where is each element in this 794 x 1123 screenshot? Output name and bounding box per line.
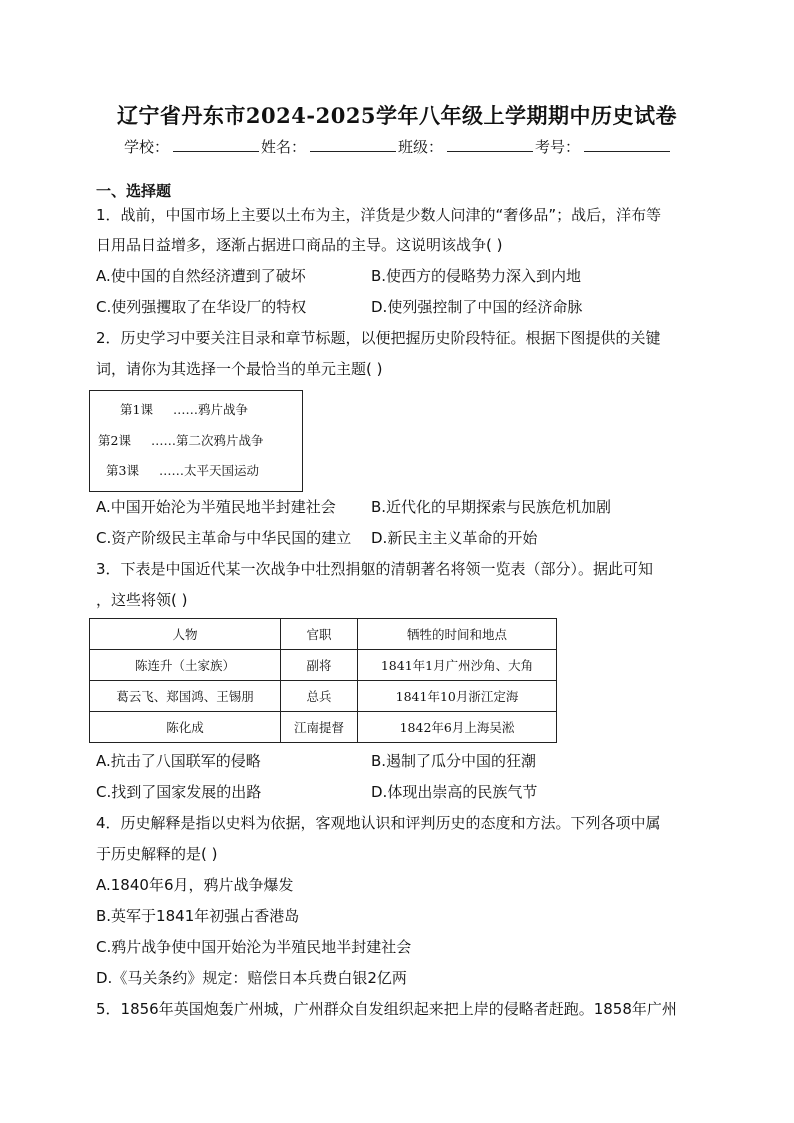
- q2-stem-line1: 2．历史学习中要关注目录和章节标题，以便把握历史阶段特征。根据下图提供的关键: [96, 329, 661, 347]
- generals-table: [89, 618, 557, 743]
- q4-stem-line1: 4．历史解释是指以史料为依据，客观地认识和评判历史的态度和方法。下列各项中属: [96, 814, 661, 832]
- q3-stem-line1: 3．下表是中国近代某一次战争中壮烈捐躯的清朝著名将领一览表（部分）。据此可知: [96, 560, 654, 578]
- lesson-list-box: [89, 390, 303, 492]
- q4-option-b: B.英军于1841年初强占香港岛: [96, 907, 300, 925]
- q2-option-c: C.资产阶级民主革命与中华民国的建立: [96, 529, 352, 547]
- table-cell: 1841年10月浙江定海: [358, 681, 557, 712]
- class-label: 班级：: [398, 138, 444, 156]
- q3-stem-line2: ，这些将领( ): [96, 591, 188, 609]
- table-header: 人物: [90, 619, 281, 650]
- table-row: [90, 681, 557, 712]
- exam-no-label: 考号：: [535, 138, 581, 156]
- name-blank[interactable]: [310, 137, 396, 152]
- q1-stem-line1: 1．战前，中国市场上主要以土布为主，洋货是少数人问津的“奢侈品”；战后，洋布等: [96, 206, 662, 224]
- name-label: 姓名：: [261, 138, 307, 156]
- q4-option-d: D.《马关条约》规定：赔偿日本兵费白银2亿两: [96, 969, 407, 987]
- table-cell: 副将: [281, 650, 358, 681]
- q1-option-a: A.使中国的自然经济遭到了破坏: [96, 267, 306, 285]
- lesson-row: [120, 400, 248, 418]
- lesson-number: 第1课: [120, 402, 153, 417]
- lesson-title: ……鸦片战争: [172, 402, 248, 417]
- lesson-number: 第3课: [106, 463, 139, 478]
- section-heading: 一、选择题: [96, 182, 172, 200]
- student-info-line: [124, 136, 672, 157]
- table-header: 官职: [281, 619, 358, 650]
- lesson-title: ……太平天国运动: [158, 463, 259, 478]
- q1-option-b: B.使西方的侵略势力深入到内地: [371, 267, 582, 285]
- table-cell: 1842年6月上海吴淞: [358, 712, 557, 743]
- q3-option-d: D.体现出崇高的民族气节: [371, 783, 538, 801]
- school-blank[interactable]: [173, 137, 259, 152]
- q2-option-d: D.新民主主义革命的开始: [371, 529, 538, 547]
- lesson-row: [98, 431, 263, 449]
- table-cell: 陈化成: [90, 712, 281, 743]
- table-cell: 1841年1月广州沙角、大角: [358, 650, 557, 681]
- table-row: [90, 712, 557, 743]
- table-cell: 陈连升（土家族）: [90, 650, 281, 681]
- q2-option-b: B.近代化的早期探索与民族危机加剧: [371, 498, 612, 516]
- table-cell: 总兵: [281, 681, 358, 712]
- table-row: [90, 650, 557, 681]
- exam-no-blank[interactable]: [584, 137, 670, 152]
- q1-option-d: D.使列强控制了中国的经济命脉: [371, 298, 583, 316]
- q4-option-c: C.鸦片战争使中国开始沦为半殖民地半封建社会: [96, 938, 412, 956]
- q5-stem-line1: 5．1856年英国炮轰广州城，广州群众自发组织起来把上岸的侵略者赶跑。1858年广州: [96, 1000, 677, 1018]
- q4-stem-line2: 于历史解释的是( ): [96, 845, 218, 863]
- q3-option-a: A.抗击了八国联军的侵略: [96, 752, 261, 770]
- q2-option-a: A.中国开始沦为半殖民地半封建社会: [96, 498, 336, 516]
- q3-option-c: C.找到了国家发展的出路: [96, 783, 262, 801]
- lesson-title: ……第二次鸦片战争: [150, 433, 264, 448]
- school-label: 学校：: [124, 138, 170, 156]
- table-cell: 江南提督: [281, 712, 358, 743]
- lesson-number: 第2课: [98, 433, 131, 448]
- table-header: 牺牲的时间和地点: [358, 619, 557, 650]
- page-title: 辽宁省丹东市2024-2025学年八年级上学期期中历史试卷: [116, 103, 678, 128]
- q3-option-b: B.遏制了瓜分中国的狂潮: [371, 752, 537, 770]
- q1-option-c: C.使列强攫取了在华设厂的特权: [96, 298, 307, 316]
- table-header-row: [90, 619, 557, 650]
- class-blank[interactable]: [447, 137, 533, 152]
- q2-stem-line2: 词，请你为其选择一个最恰当的单元主题( ): [96, 360, 383, 378]
- q1-stem-line2: 日用品日益增多，逐渐占据进口商品的主导。这说明该战争( ): [96, 236, 503, 254]
- q4-option-a: A.1840年6月，鸦片战争爆发: [96, 876, 294, 894]
- table-cell: 葛云飞、郑国鸿、王锡朋: [90, 681, 281, 712]
- lesson-row: [106, 461, 259, 479]
